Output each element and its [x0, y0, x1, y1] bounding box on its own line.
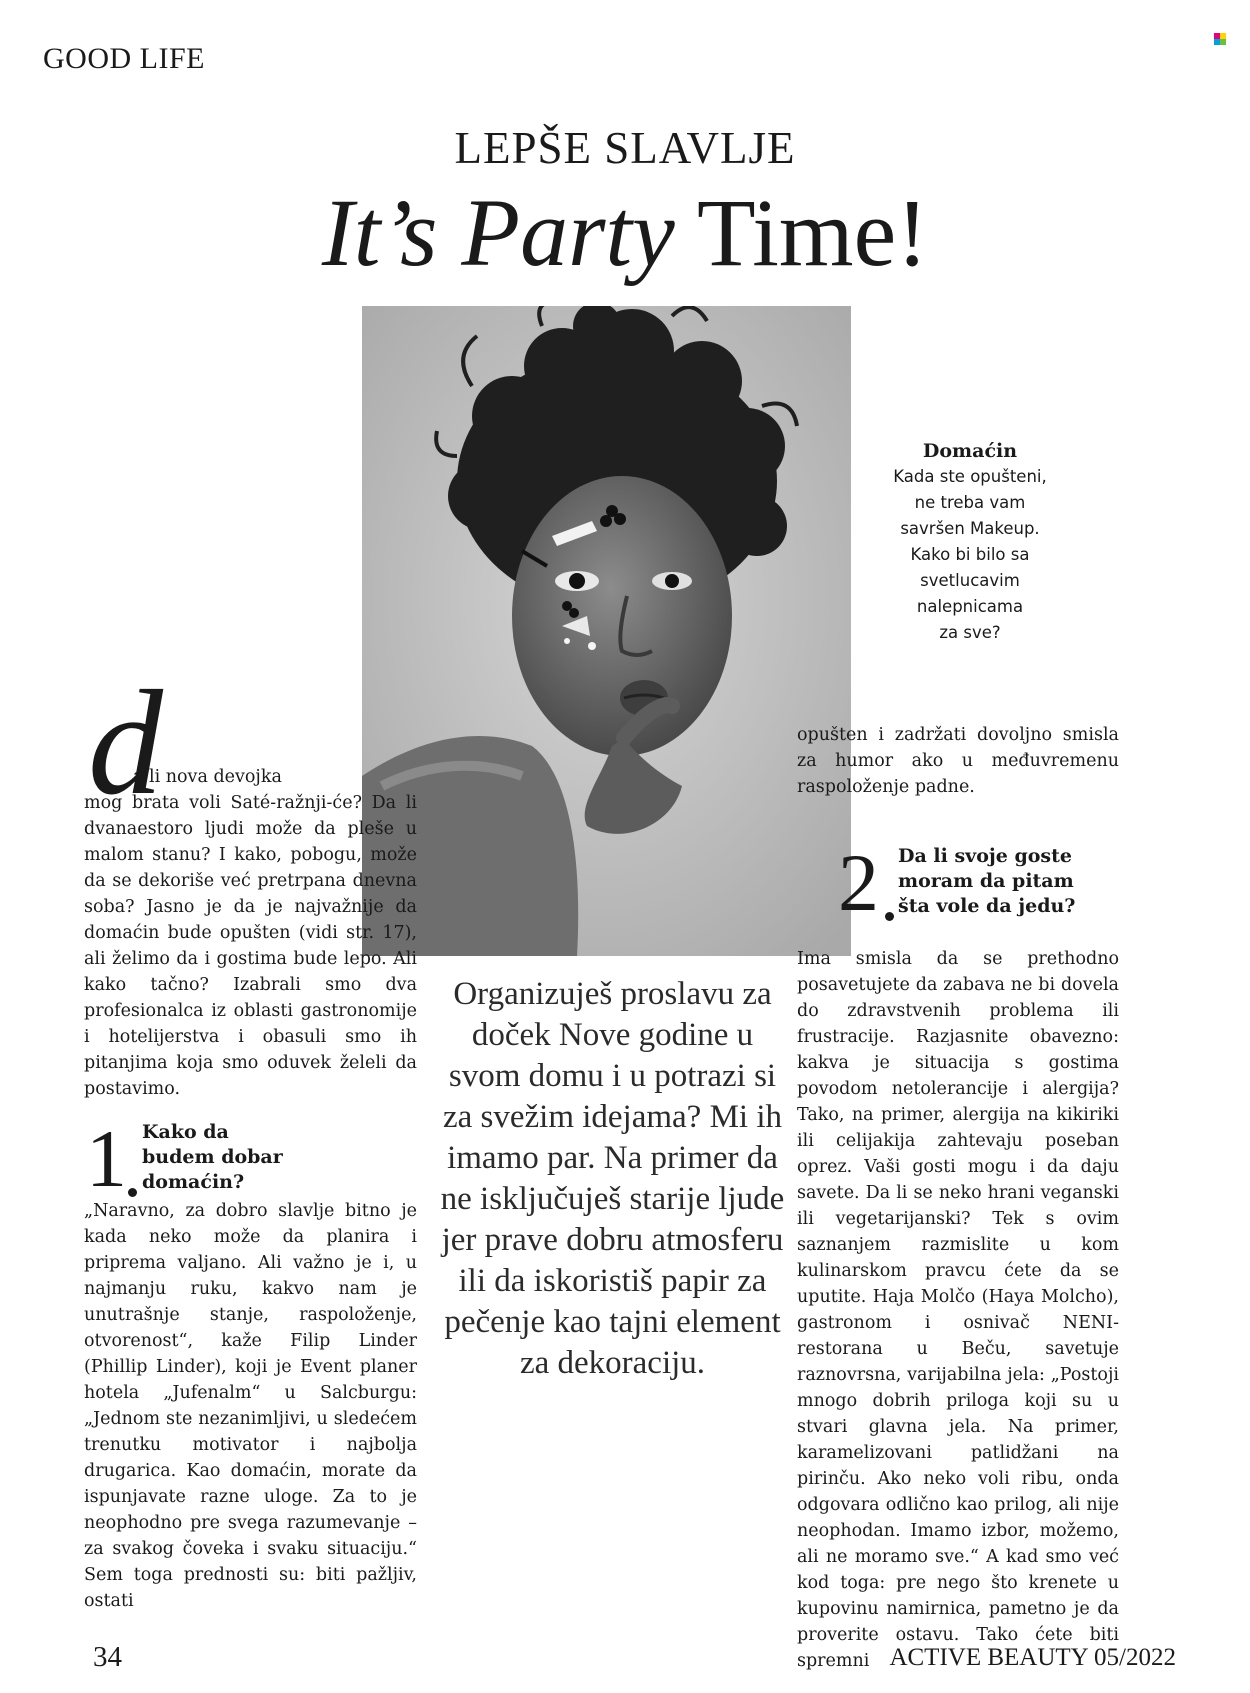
question-title: Da li svoje goste moram da pitam šta vole da jedu?: [898, 845, 1076, 917]
headline-italic: It’s Party: [321, 179, 675, 286]
headline-roman: Time!: [674, 179, 929, 286]
pull-quote: Organizuješ proslavu za doček Nove godine u svom domu i u potrazi si za svežim idejama? Mi ih imamo par. Na primer da ne isključuješ starije ljude jer prave dobru atmosferu ili da iskoristiš papir za pečenje kao tajni element za dekoraciju.: [440, 976, 785, 1381]
caption-line: savršen Makeup.: [900, 519, 1040, 538]
caption-title: Domaćin: [922, 440, 1018, 462]
question-answer: Ima smisla da se prethodno posavetujete da zabava ne bi dovela do zdravstvenih problema ili frustracije. Razjasnite obavezno: kakva je situacija s gostima povodom netolerancije i alergija? Tako, na primer, alergija na kikiriki ili celijakija zahtevaju poseban oprez. Vaši gosti mogu i da daju savete. Da li se neko hrani veganski ili vegetarijanski? Tek s ovim saznanjem razmislite u kom kulinarskom pravcu ćete da se uputite. Haja Molčo (Haya Molcho), gastronom i osnivač NENI-restorana u Beču, savetuje raznovrsna, varijabilna jela: „Postoji mnogo dobrih priloga koji su u stvari glavna jela. Na primer, karamelizovani patlidžani na pirinču. Ako neko voli ribu, onda odgovara odlično kao prilog, ali nije neophodan. Imamo izbor, možemo, ali ne moramo sve.“ A kad smo već kod toga: pre nego što krenete u kupovinu namirnica, pametno je da proverite ostavu. Tako ćete biti spremni: [797, 949, 1119, 1671]
article-headline: [0, 178, 1250, 288]
article-kicker: LEPŠE SLAVLJE: [454, 123, 796, 173]
question-number: 2: [838, 837, 879, 928]
question-dot: [128, 1188, 137, 1197]
drop-cap: d: [88, 660, 163, 826]
question-dot: [885, 912, 894, 921]
intro-paragraph: mog brata voli Saté-ražnji-će? Da li dvanaestoro ljudi može da pleše u malom stanu? I kako, pobogu, može da se dekoriše već pretrpana dnevna soba? Jasno je da je najvažnije da domaćin bude opušten (vidi str. 17), ali želimo da i gostima bude lepo. Ali kako tačno? Izabrali smo dva profesionalca iz oblasti gastronomije i hotelijerstva i obasuli smo ih pitanjima koja smo oduvek želeli da postavimo.: [84, 793, 417, 1099]
caption-line: ne treba vam: [914, 493, 1026, 512]
intro-first-line: a li nova devojka: [133, 767, 282, 787]
portrait-photo: [362, 306, 851, 956]
section-label: GOOD LIFE: [43, 42, 205, 75]
continued-paragraph: opušten i zadržati dovoljno smisla za humor ako u međuvremenu raspoloženje padne.: [797, 725, 1119, 797]
issue-label: ACTIVE BEAUTY 05/2022: [889, 1644, 1176, 1671]
question-title: Kako da budem dobar domaćin?: [142, 1121, 283, 1193]
caption-line: Kako bi bilo sa: [910, 545, 1030, 564]
caption-line: Kada ste opušteni,: [893, 467, 1047, 486]
question-number: 1: [86, 1113, 127, 1204]
page-number: 34: [93, 1641, 122, 1673]
photo-caption: [870, 438, 1070, 646]
caption-line: za sve?: [939, 623, 1001, 642]
caption-line: nalepnicama: [916, 597, 1024, 616]
color-registration-mark: [1214, 33, 1226, 45]
question-answer: „Naravno, za dobro slavlje bitno je kada neko može da planira i priprema valjano. Ali važno je i, u najmanju ruku, kakvo nam je unutrašnje stanje, raspoloženje, otvorenost“, kaže Filip Linder (Phillip Linder), koji je Event planer hotela „Jufenalm“ u Salcburgu: „Jednom ste nezanimljivi, u sledećem trenutku motivator i najbolja drugarica. Kao domaćin, morate da ispunjavate razne uloge. Za to je neophodno pre svega razumevanje – za svakog čoveka i svaku situaciju.“ Sem toga prednosti su: biti pažljiv, ostati: [84, 1201, 417, 1611]
caption-line: svetlucavim: [920, 571, 1020, 590]
